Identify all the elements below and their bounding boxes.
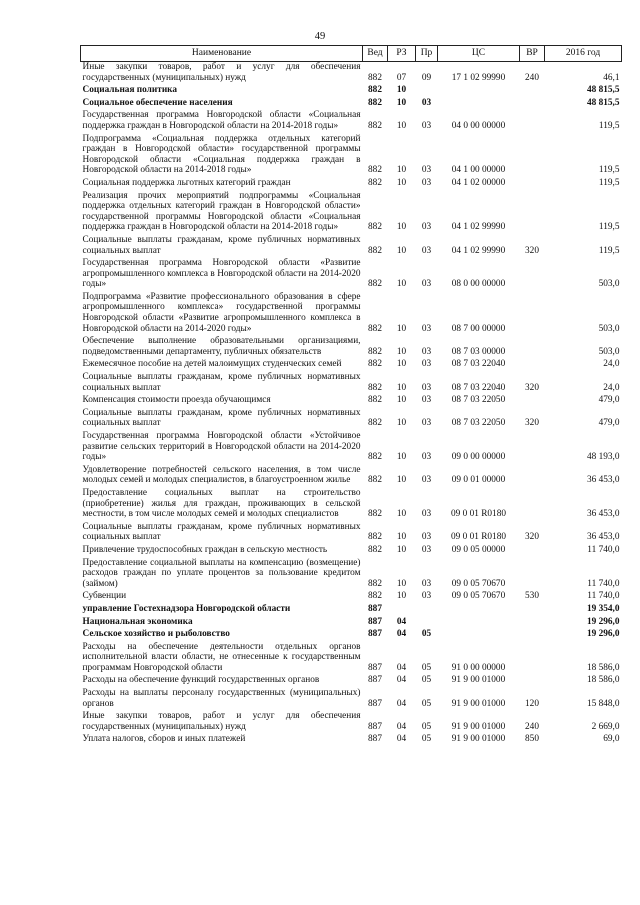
cell-rz: 10 bbox=[396, 222, 407, 233]
cell-cs: 04 1 02 99990 bbox=[451, 245, 506, 256]
cell-name: Национальная экономика bbox=[82, 616, 193, 627]
cell-name: Социальные выплаты гражданам, кроме публичных нормативных социальных выплат bbox=[82, 234, 361, 256]
cell-sum: 11 740,0 bbox=[587, 578, 620, 589]
cell-rz: 10 bbox=[396, 418, 407, 429]
cell-pr: 03 bbox=[421, 452, 432, 463]
cell-rz: 10 bbox=[396, 177, 407, 188]
cell-name: Государственная программа Новгородской области «Устойчивое развитие сельских территорий в Новгородской области на 2014-2020 годы» bbox=[82, 431, 361, 463]
table-row bbox=[81, 558, 622, 592]
cell-name: Привлечение трудоспособных граждан в сельскую местность bbox=[82, 544, 328, 555]
cell-rz: 10 bbox=[396, 346, 407, 357]
cell-pr: 05 bbox=[421, 675, 432, 686]
cell-name: Иные закупки товаров, работ и услуг для обеспечения государственных (муниципальных) нужд bbox=[82, 711, 361, 732]
table-row bbox=[81, 235, 622, 258]
cell-pr: 03 bbox=[421, 120, 432, 131]
cell-pr: 03 bbox=[421, 165, 432, 176]
cell-vr bbox=[520, 191, 545, 235]
cell-cs bbox=[438, 85, 520, 98]
cell-sum: 48 815,5 bbox=[586, 97, 620, 108]
cell-rz: 10 bbox=[396, 323, 407, 334]
cell-sum: 11 740,0 bbox=[587, 591, 620, 602]
cell-pr: 03 bbox=[421, 532, 432, 543]
cell-ved: 882 bbox=[368, 578, 382, 589]
cell-cs: 08 7 00 00000 bbox=[451, 323, 506, 334]
cell-ved: 882 bbox=[368, 323, 382, 334]
cell-sum: 119,5 bbox=[598, 165, 620, 176]
cell-pr: 03 bbox=[421, 578, 432, 589]
cell-pr: 05 bbox=[421, 734, 432, 745]
cell-vr bbox=[520, 629, 545, 642]
budget-table bbox=[80, 45, 622, 747]
cell-rz: 10 bbox=[396, 578, 407, 589]
table-body bbox=[81, 62, 622, 748]
cell-vr bbox=[520, 110, 545, 133]
cell-name: Социальная поддержка льготных категорий граждан bbox=[82, 177, 291, 188]
cell-ved: 882 bbox=[368, 359, 382, 370]
cell-pr: 05 bbox=[421, 629, 432, 640]
cell-rz: 10 bbox=[396, 395, 407, 406]
header-vr: ВР bbox=[520, 46, 545, 62]
cell-vr: 530 bbox=[525, 591, 539, 602]
cell-sum: 19 296,0 bbox=[586, 629, 620, 640]
cell-pr: 03 bbox=[421, 382, 432, 393]
cell-cs: 08 0 00 00000 bbox=[451, 279, 506, 290]
cell-rz: 07 bbox=[396, 72, 407, 83]
cell-pr: 05 bbox=[421, 698, 432, 709]
cell-cs: 91 0 00 00000 bbox=[451, 662, 506, 673]
cell-ved: 882 bbox=[368, 591, 382, 602]
cell-ved: 887 bbox=[368, 629, 382, 640]
header-cs: ЦС bbox=[438, 46, 520, 62]
header-name: Наименование bbox=[81, 46, 363, 62]
cell-cs: 09 0 01 R0180 bbox=[450, 532, 506, 543]
cell-name: Расходы на обеспечение деятельности отдельных органов исполнительной власти области, не отнесенные к государственным программам Новгородской области bbox=[82, 641, 361, 673]
cell-sum: 24,0 bbox=[603, 382, 620, 393]
table-row bbox=[81, 688, 622, 711]
cell-ved: 882 bbox=[368, 177, 382, 188]
cell-vr bbox=[520, 395, 545, 408]
cell-rz: 10 bbox=[396, 475, 407, 486]
header-ved: Вед bbox=[363, 46, 388, 62]
cell-ved: 882 bbox=[368, 222, 382, 233]
table-row bbox=[81, 191, 622, 235]
cell-cs: 08 7 03 22050 bbox=[451, 395, 506, 406]
cell-cs: 04 1 02 00000 bbox=[451, 177, 506, 188]
cell-sum: 19 354,0 bbox=[586, 603, 620, 614]
cell-name: Государственная программа Новгородской области «Развитие агропромышленного комплекса в Новгородской области на 2014-2020 годы» bbox=[82, 258, 361, 290]
cell-rz: 04 bbox=[396, 675, 407, 686]
cell-rz: 10 bbox=[396, 85, 407, 96]
cell-ved: 882 bbox=[368, 85, 382, 96]
cell-cs: 04 1 00 00000 bbox=[451, 165, 506, 176]
cell-cs: 04 1 02 99990 bbox=[451, 222, 506, 233]
cell-vr: 320 bbox=[525, 532, 539, 543]
cell-cs: 08 7 03 22050 bbox=[451, 418, 506, 429]
table-row bbox=[81, 545, 622, 558]
cell-name: Иные закупки товаров, работ и услуг для обеспечения государственных (муниципальных) нужд bbox=[82, 62, 361, 83]
cell-rz: 04 bbox=[396, 616, 407, 627]
cell-vr bbox=[520, 292, 545, 336]
cell-sum: 119,5 bbox=[598, 120, 620, 131]
cell-name: Обеспечение выполнение образовательными организациями, подведомственными департаменту, публичных обязательств bbox=[82, 336, 361, 357]
cell-vr bbox=[520, 258, 545, 292]
cell-cs: 09 0 05 70670 bbox=[451, 591, 506, 602]
cell-cs bbox=[438, 604, 520, 617]
table-row bbox=[81, 85, 622, 98]
cell-cs: 08 7 03 00000 bbox=[451, 346, 506, 357]
cell-cs: 91 9 00 01000 bbox=[451, 734, 506, 745]
cell-pr: 03 bbox=[421, 418, 432, 429]
cell-sum: 119,5 bbox=[598, 245, 620, 256]
cell-rz: 10 bbox=[396, 359, 407, 370]
cell-pr: 03 bbox=[421, 279, 432, 290]
cell-pr: 03 bbox=[421, 475, 432, 486]
table-row bbox=[81, 292, 622, 336]
cell-ved: 882 bbox=[368, 279, 382, 290]
cell-sum: 2 669,0 bbox=[591, 721, 620, 732]
cell-pr: 03 bbox=[421, 323, 432, 334]
table-row bbox=[81, 110, 622, 133]
cell-vr bbox=[520, 617, 545, 630]
table-row bbox=[81, 617, 622, 630]
table-row bbox=[81, 134, 622, 178]
cell-name: Государственная программа Новгородской области «Социальная поддержка граждан в Новгородской области на 2014-2018 годы» bbox=[82, 110, 361, 131]
cell-cs bbox=[438, 98, 520, 111]
cell-name: Социальные выплаты гражданам, кроме публичных нормативных социальных выплат bbox=[82, 521, 361, 543]
cell-sum: 36 453,0 bbox=[586, 475, 620, 486]
table-header bbox=[81, 46, 622, 62]
cell-sum: 479,0 bbox=[598, 418, 620, 429]
cell-cs bbox=[438, 629, 520, 642]
cell-ved: 882 bbox=[368, 452, 382, 463]
cell-rz: 10 bbox=[396, 382, 407, 393]
table-row bbox=[81, 431, 622, 465]
cell-cs: 08 7 03 22040 bbox=[451, 359, 506, 370]
table-row bbox=[81, 711, 622, 734]
cell-sum: 18 586,0 bbox=[586, 662, 620, 673]
cell-cs: 09 0 01 R0180 bbox=[450, 509, 506, 520]
cell-vr bbox=[520, 558, 545, 592]
cell-vr bbox=[520, 98, 545, 111]
cell-rz: 10 bbox=[396, 544, 407, 555]
cell-ved: 882 bbox=[368, 475, 382, 486]
cell-vr: 240 bbox=[525, 721, 539, 732]
cell-vr bbox=[520, 134, 545, 178]
cell-vr bbox=[520, 336, 545, 359]
cell-vr: 850 bbox=[525, 734, 539, 745]
cell-rz: 04 bbox=[396, 698, 407, 709]
cell-ved: 882 bbox=[368, 544, 382, 555]
cell-pr: 05 bbox=[421, 662, 432, 673]
cell-vr bbox=[520, 465, 545, 488]
cell-pr: 03 bbox=[421, 177, 432, 188]
cell-cs: 09 0 01 00000 bbox=[451, 475, 506, 486]
cell-sum: 503,0 bbox=[598, 279, 620, 290]
cell-pr: 03 bbox=[421, 544, 432, 555]
cell-vr bbox=[520, 604, 545, 617]
table-row bbox=[81, 675, 622, 688]
cell-pr bbox=[416, 617, 438, 630]
cell-ved: 882 bbox=[368, 346, 382, 357]
cell-ved: 882 bbox=[368, 245, 382, 256]
header-rz: РЗ bbox=[388, 46, 416, 62]
cell-sum: 15 848,0 bbox=[586, 698, 620, 709]
cell-sum: 24,0 bbox=[603, 359, 620, 370]
table-row bbox=[81, 465, 622, 488]
cell-ved: 882 bbox=[368, 382, 382, 393]
page-number: 49 bbox=[314, 31, 326, 42]
cell-pr: 03 bbox=[421, 245, 432, 256]
cell-ved: 882 bbox=[368, 509, 382, 520]
cell-sum: 11 740,0 bbox=[587, 544, 620, 555]
cell-name: Предоставление социальной выплаты на компенсацию (возмещение) расходов граждан по уплате процентов за пользование кредитом (займом) bbox=[82, 557, 361, 589]
cell-name: Удовлетворение потребностей сельского населения, в том числе молодых семей и молодых специалистов, в благоустроенном жилье bbox=[82, 464, 361, 486]
cell-ved: 887 bbox=[368, 721, 382, 732]
cell-ved: 882 bbox=[368, 72, 382, 83]
table-row bbox=[81, 604, 622, 617]
cell-ved: 882 bbox=[368, 532, 382, 543]
cell-rz: 10 bbox=[396, 452, 407, 463]
header-pr: Пр bbox=[416, 46, 438, 62]
cell-ved: 887 bbox=[368, 734, 382, 745]
cell-name: Ежемесячное пособие на детей малоимущих студенческих семей bbox=[82, 359, 342, 370]
cell-ved: 887 bbox=[368, 698, 382, 709]
cell-cs: 91 9 00 01000 bbox=[451, 675, 506, 686]
cell-sum: 36 453,0 bbox=[586, 509, 620, 520]
cell-sum: 48 815,5 bbox=[586, 85, 620, 96]
cell-sum: 479,0 bbox=[598, 395, 620, 406]
cell-pr: 03 bbox=[421, 591, 432, 602]
cell-pr: 03 bbox=[421, 509, 432, 520]
cell-pr: 03 bbox=[421, 359, 432, 370]
cell-name: управление Гостехнадзора Новгородской области bbox=[82, 603, 291, 614]
cell-cs bbox=[438, 617, 520, 630]
cell-rz bbox=[388, 604, 416, 617]
cell-vr: 320 bbox=[525, 418, 539, 429]
cell-rz: 10 bbox=[396, 591, 407, 602]
cell-cs: 09 0 05 70670 bbox=[451, 578, 506, 589]
cell-vr bbox=[520, 642, 545, 676]
cell-name: Предоставление социальных выплат на строительство (приобретение) жилья для граждан, проживающих в сельской местности, в том числе молодых семей и молодых специалистов bbox=[82, 487, 361, 520]
cell-cs: 08 7 03 22040 bbox=[451, 382, 506, 393]
cell-pr: 03 bbox=[421, 222, 432, 233]
cell-rz: 10 bbox=[396, 279, 407, 290]
cell-cs: 17 1 02 99990 bbox=[451, 72, 506, 83]
table-row bbox=[81, 642, 622, 676]
cell-name: Расходы на выплаты персоналу государственных (муниципальных) органов bbox=[82, 688, 361, 709]
cell-pr bbox=[416, 604, 438, 617]
cell-ved: 887 bbox=[368, 603, 382, 614]
cell-ved: 887 bbox=[368, 616, 382, 627]
cell-vr bbox=[520, 85, 545, 98]
table-row bbox=[81, 98, 622, 111]
table-row bbox=[81, 372, 622, 395]
cell-vr: 120 bbox=[525, 698, 539, 709]
cell-rz: 04 bbox=[396, 734, 407, 745]
cell-vr bbox=[520, 178, 545, 191]
cell-name: Социальные выплаты гражданам, кроме публичных нормативных социальных выплат bbox=[82, 407, 361, 429]
cell-cs: 09 0 05 00000 bbox=[451, 544, 506, 555]
table-row bbox=[81, 359, 622, 372]
cell-pr: 05 bbox=[421, 721, 432, 732]
table-row bbox=[81, 488, 622, 522]
cell-name: Компенсация стоимости проезда обучающимся bbox=[82, 395, 271, 406]
cell-ved: 882 bbox=[368, 418, 382, 429]
cell-ved: 882 bbox=[368, 120, 382, 131]
cell-rz: 04 bbox=[396, 629, 407, 640]
cell-sum: 69,0 bbox=[603, 734, 620, 745]
cell-rz: 10 bbox=[396, 509, 407, 520]
cell-sum: 503,0 bbox=[598, 323, 620, 334]
cell-cs: 09 0 00 00000 bbox=[451, 452, 506, 463]
table-row bbox=[81, 62, 622, 86]
cell-pr: 03 bbox=[421, 346, 432, 357]
table-row bbox=[81, 336, 622, 359]
table-row bbox=[81, 629, 622, 642]
cell-sum: 46,1 bbox=[603, 72, 620, 83]
cell-name: Уплата налогов, сборов и иных платежей bbox=[82, 734, 246, 745]
cell-sum: 18 586,0 bbox=[586, 675, 620, 686]
cell-cs: 91 9 00 01000 bbox=[451, 721, 506, 732]
cell-pr: 09 bbox=[421, 72, 432, 83]
cell-sum: 119,5 bbox=[598, 177, 620, 188]
cell-rz: 10 bbox=[396, 97, 407, 108]
cell-name: Социальная политика bbox=[82, 85, 178, 96]
header-sum: 2016 год bbox=[545, 46, 622, 62]
cell-pr bbox=[416, 85, 438, 98]
cell-vr bbox=[520, 545, 545, 558]
cell-sum: 503,0 bbox=[598, 346, 620, 357]
table-row bbox=[81, 408, 622, 431]
cell-ved: 882 bbox=[368, 165, 382, 176]
table-row bbox=[81, 734, 622, 747]
cell-name: Субвенции bbox=[82, 591, 127, 602]
cell-rz: 04 bbox=[396, 662, 407, 673]
cell-vr: 320 bbox=[525, 245, 539, 256]
cell-name: Социальное обеспечение населения bbox=[82, 97, 233, 108]
cell-sum: 119,5 bbox=[598, 222, 620, 233]
cell-rz: 10 bbox=[396, 165, 407, 176]
cell-name: Реализация прочих мероприятий подпрограммы «Социальная поддержка отдельных категорий граждан в Новгородской области» государственной программы Новгородской области «Социальная поддержка граждан в Новгородской области на 2014-2018 годы» bbox=[82, 190, 361, 233]
cell-vr bbox=[520, 488, 545, 522]
cell-name: Подпрограмма «Развитие профессионального образования в сфере агропромышленного комплекса» государственной программы Новгородской области «Развитие агропромышленного комплекса в Новгородской области на 2014-2020 годы» bbox=[82, 291, 361, 334]
cell-ved: 882 bbox=[368, 395, 382, 406]
cell-ved: 882 bbox=[368, 97, 382, 108]
cell-name: Подпрограмма «Социальная поддержка отдельных категорий граждан в Новгородской области» государственной программы Новгородской области «Социальная поддержка граждан в Новгородской области на 2014-2018 годы» bbox=[82, 133, 361, 176]
cell-vr: 320 bbox=[525, 382, 539, 393]
cell-pr: 03 bbox=[421, 97, 432, 108]
cell-sum: 36 453,0 bbox=[586, 532, 620, 543]
cell-ved: 887 bbox=[368, 662, 382, 673]
cell-name: Сельское хозяйство и рыболовство bbox=[82, 629, 230, 640]
cell-rz: 10 bbox=[396, 120, 407, 131]
table-row bbox=[81, 258, 622, 292]
cell-vr: 240 bbox=[525, 72, 539, 83]
cell-cs: 91 9 00 01000 bbox=[451, 698, 506, 709]
cell-name: Социальные выплаты гражданам, кроме публичных нормативных социальных выплат bbox=[82, 372, 361, 393]
cell-rz: 04 bbox=[396, 721, 407, 732]
cell-sum: 19 296,0 bbox=[586, 616, 620, 627]
cell-vr bbox=[520, 675, 545, 688]
cell-rz: 10 bbox=[396, 532, 407, 543]
table-row bbox=[81, 395, 622, 408]
cell-sum: 48 193,0 bbox=[586, 452, 620, 463]
cell-vr bbox=[520, 359, 545, 372]
cell-rz: 10 bbox=[396, 245, 407, 256]
table-row bbox=[81, 591, 622, 604]
table-row bbox=[81, 178, 622, 191]
table-row bbox=[81, 522, 622, 545]
cell-cs: 04 0 00 00000 bbox=[451, 120, 506, 131]
cell-vr bbox=[520, 431, 545, 465]
cell-ved: 887 bbox=[368, 675, 382, 686]
cell-name: Расходы на обеспечение функций государственных органов bbox=[82, 675, 320, 686]
cell-pr: 03 bbox=[421, 395, 432, 406]
